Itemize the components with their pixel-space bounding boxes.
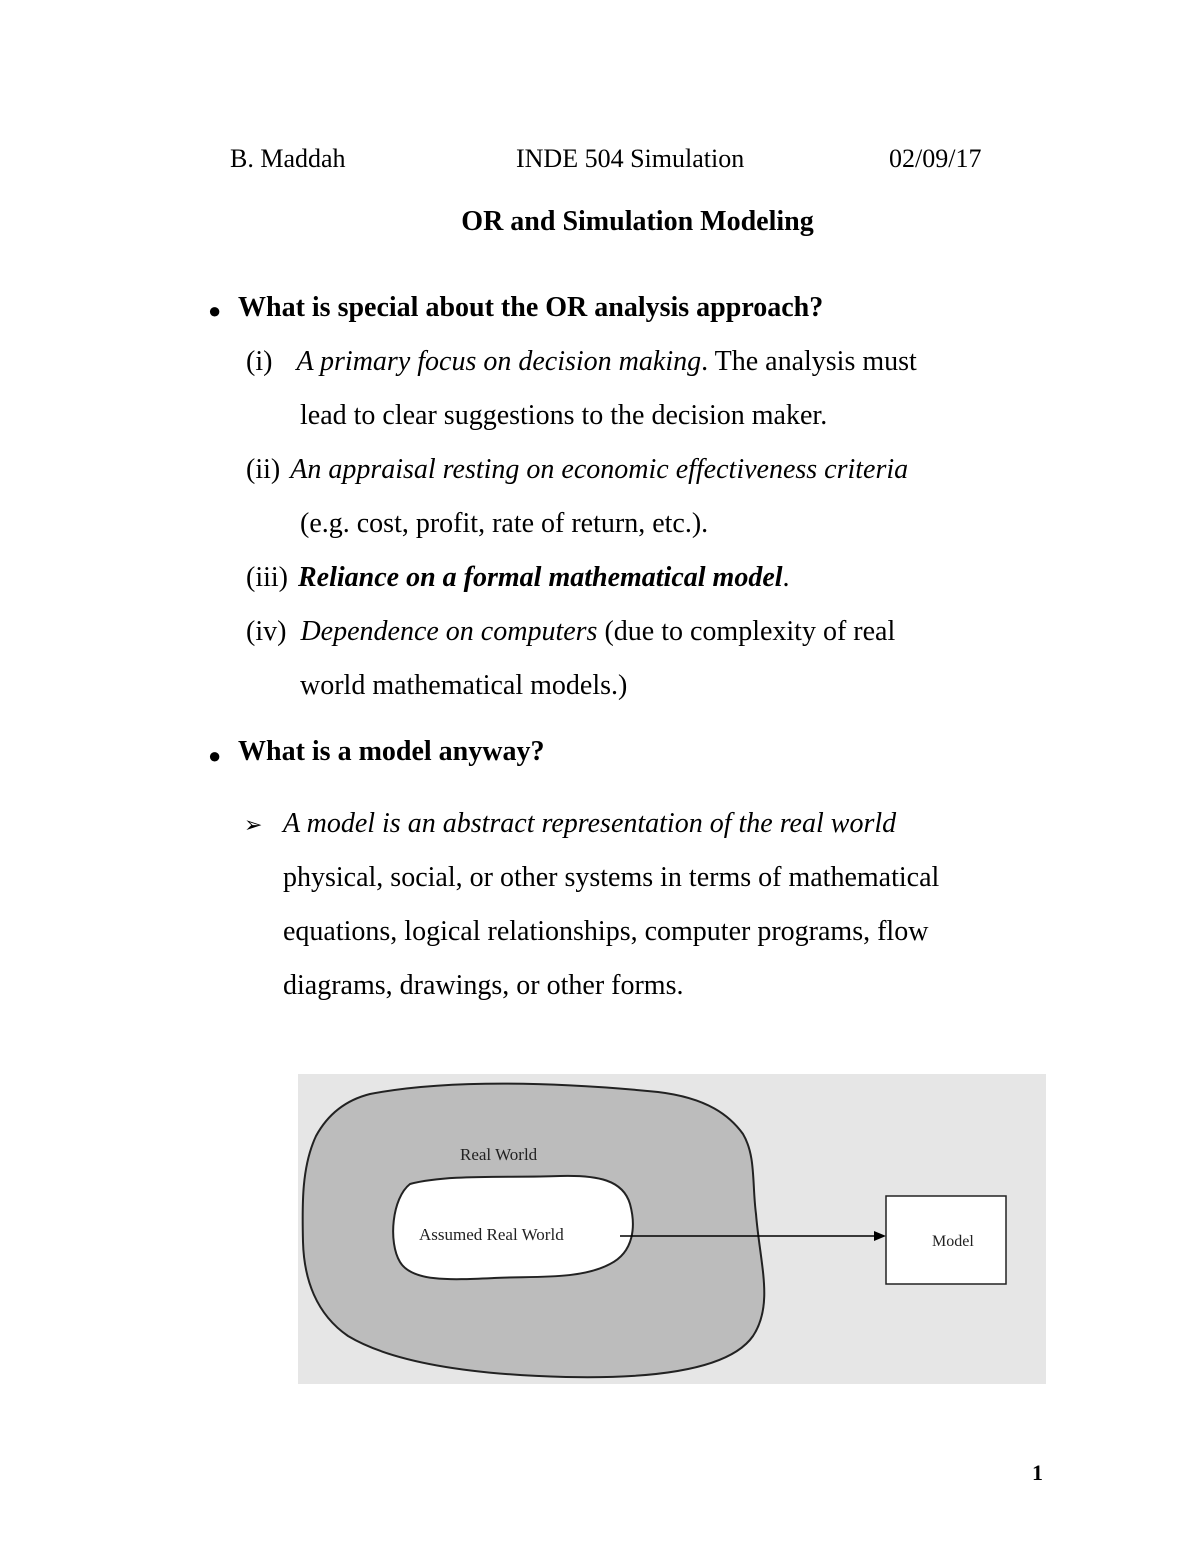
list-item-1 [246,346,917,378]
assumed-real-world-label: Assumed Real World [419,1225,564,1244]
section2-question: What is a model anyway? [238,736,545,767]
item-number: (ii) [246,454,281,485]
page-title: OR and Simulation Modeling [461,206,814,237]
page-number: 1 [1032,1460,1043,1485]
list-item-3 [246,562,790,594]
item-emphasis: A primary focus on decision making [296,346,702,377]
header-date: 02/09/17 [889,144,982,173]
diagram-svg [298,1074,1046,1384]
item-emphasis: Dependence on computers [300,616,598,647]
definition-line-2: equations, logical relationships, computer programs, flow [283,916,929,947]
model-label: Model [932,1233,974,1250]
real-world-label: Real World [460,1145,538,1164]
header-author: B. Maddah [230,144,346,173]
header-course: INDE 504 Simulation [516,144,745,173]
definition-line-1: physical, social, or other systems in terms of mathematical [283,862,940,893]
bullet-icon: ● [208,743,222,768]
definition-line-3: diagrams, drawings, or other forms. [283,970,684,1001]
item-number: (iv) [246,616,287,647]
item-text: (due to complexity of real [597,616,896,647]
item-emphasis: Reliance on a formal mathematical model [298,562,783,593]
section1-question: What is special about the OR analysis approach? [238,292,824,323]
list-item-4-continuation: world mathematical models.) [300,670,628,701]
item-text: . The analysis must [701,346,917,377]
item-number: (iii) [246,562,288,593]
item-number: (i) [246,346,273,377]
list-item-1-continuation: lead to clear suggestions to the decision maker. [300,400,828,431]
definition-emphasis: A model is an abstract representation of the real world [283,808,897,839]
list-item-4 [246,616,895,648]
list-item-2-continuation: (e.g. cost, profit, rate of return, etc.). [300,508,709,539]
arrow-bullet-icon: ➢ [244,812,263,837]
list-item-2 [246,454,908,486]
bullet-icon: ● [208,298,222,323]
item-emphasis: An appraisal resting on economic effectiveness criteria [290,454,909,485]
item-text: . [782,562,790,593]
model-diagram [298,1074,1046,1384]
